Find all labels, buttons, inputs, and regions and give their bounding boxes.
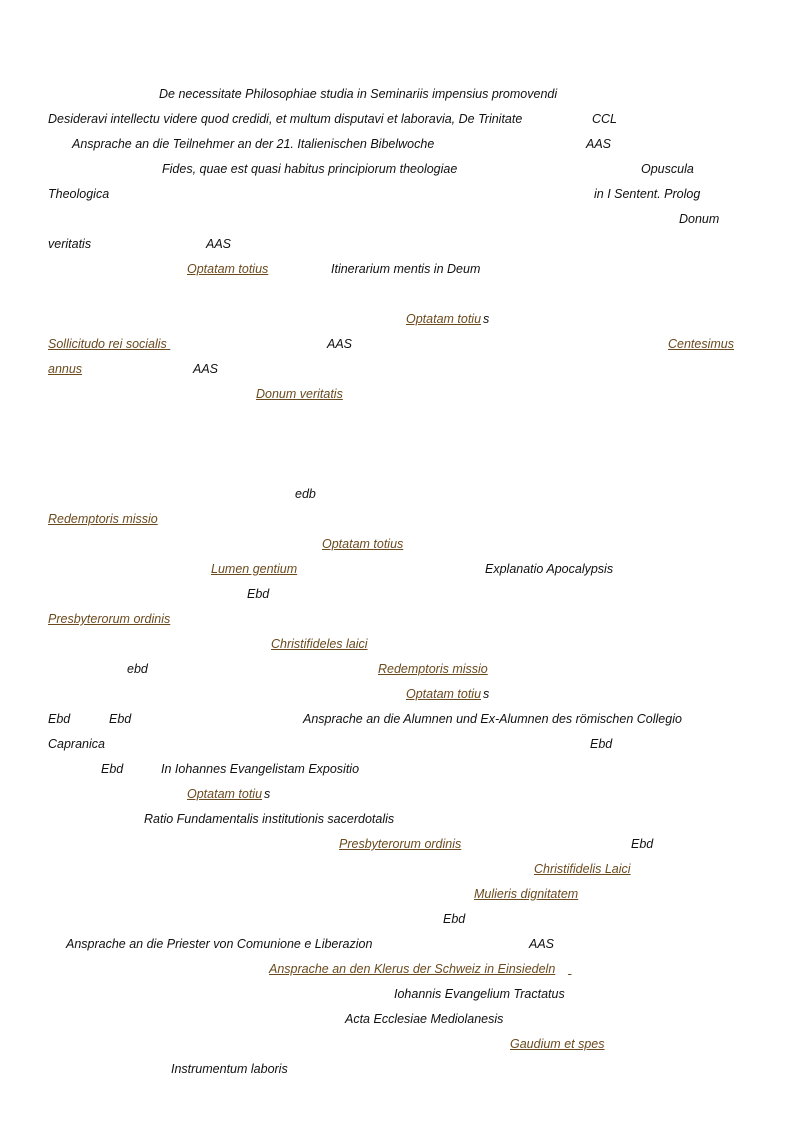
text-fragment: AAS (529, 937, 555, 951)
text-fragment: s (483, 312, 490, 326)
text-fragment: Ebd (109, 712, 132, 726)
text-fragment: Ebd (443, 912, 466, 926)
text-fragment: edb (295, 487, 316, 501)
document-link[interactable]: Lumen gentium (211, 562, 298, 576)
document-link[interactable]: Christifidelis Laici (534, 862, 631, 876)
text-fragment: Theologica (48, 187, 110, 201)
document-link[interactable]: Sollicitudo rei socialis (48, 337, 171, 351)
text-fragment: De necessitate Philosophiae studia in Seminariis impensius promovendi (159, 87, 558, 101)
text-fragment: Explanatio Apocalypsis (485, 562, 614, 576)
document-link[interactable]: Optatam totius (322, 537, 404, 551)
text-fragment: Ebd (101, 762, 124, 776)
text-fragment: Ebd (48, 712, 71, 726)
text-fragment: Ansprache an die Priester von Comunione e Liberazion (66, 937, 373, 951)
underline-trail (568, 962, 652, 977)
text-fragment: CCL (592, 112, 618, 126)
document-link[interactable]: Optatam totiu (187, 787, 263, 801)
text-fragment: Iohannis Evangelium Tractatus (394, 987, 565, 1001)
text-fragment: Ansprache an die Teilnehmer an der 21. Italienischen Bibelwoche (72, 137, 435, 151)
text-fragment: Opuscula (641, 162, 694, 176)
text-fragment: Acta Ecclesiae Mediolanesis (345, 1012, 504, 1026)
text-fragment: Ebd (247, 587, 270, 601)
document-link[interactable]: Ansprache an den Klerus der Schweiz in Einsiedeln (269, 962, 556, 976)
text-fragment: Ebd (590, 737, 613, 751)
text-fragment: Instrumentum laboris (171, 1062, 288, 1076)
text-fragment: Donum (679, 212, 720, 226)
document-link[interactable]: Donum veritatis (256, 387, 343, 401)
document-link[interactable]: Optatam totius (187, 262, 269, 276)
text-fragment: veritatis (48, 237, 92, 251)
document-link[interactable]: Presbyterorum ordinis (48, 612, 171, 626)
document-link[interactable]: Optatam totiu (406, 687, 482, 701)
document-link[interactable]: Centesimus (668, 337, 734, 351)
text-fragment: Desideravi intellectu videre quod credidi, et multum disputavi et laboravia, De Trinitate (48, 112, 523, 126)
text-fragment: Ebd (631, 837, 654, 851)
document-link[interactable]: Christifideles laici (271, 637, 368, 651)
document-link[interactable]: Optatam totiu (406, 312, 482, 326)
text-fragment: s (483, 687, 490, 701)
text-fragment: Fides, quae est quasi habitus principiorum theologiae (162, 162, 458, 176)
text-fragment: AAS (193, 362, 219, 376)
document-link[interactable]: Mulieris dignitatem (474, 887, 579, 901)
text-fragment: s (264, 787, 271, 801)
document-link[interactable]: Redemptoris missio (48, 512, 158, 526)
text-fragment: Itinerarium mentis in Deum (331, 262, 481, 276)
text-fragment: ebd (127, 662, 148, 676)
text-fragment: Capranica (48, 737, 105, 751)
document-link[interactable]: Redemptoris missio (378, 662, 488, 676)
document-link[interactable]: annus (48, 362, 83, 376)
document-link[interactable]: Gaudium et spes (510, 1037, 605, 1051)
text-fragment: in I Sentent. Prolog (594, 187, 701, 201)
text-fragment: Ratio Fundamentalis institutionis sacerdotalis (144, 812, 395, 826)
text-fragment: AAS (586, 137, 612, 151)
text-fragment: In Iohannes Evangelistam Expositio (161, 762, 360, 776)
text-fragment: AAS (206, 237, 232, 251)
text-fragment: Ansprache an die Alumnen und Ex-Alumnen des römischen Collegio (303, 712, 682, 726)
document-link[interactable]: Presbyterorum ordinis (339, 837, 462, 851)
text-fragment: AAS (327, 337, 353, 351)
